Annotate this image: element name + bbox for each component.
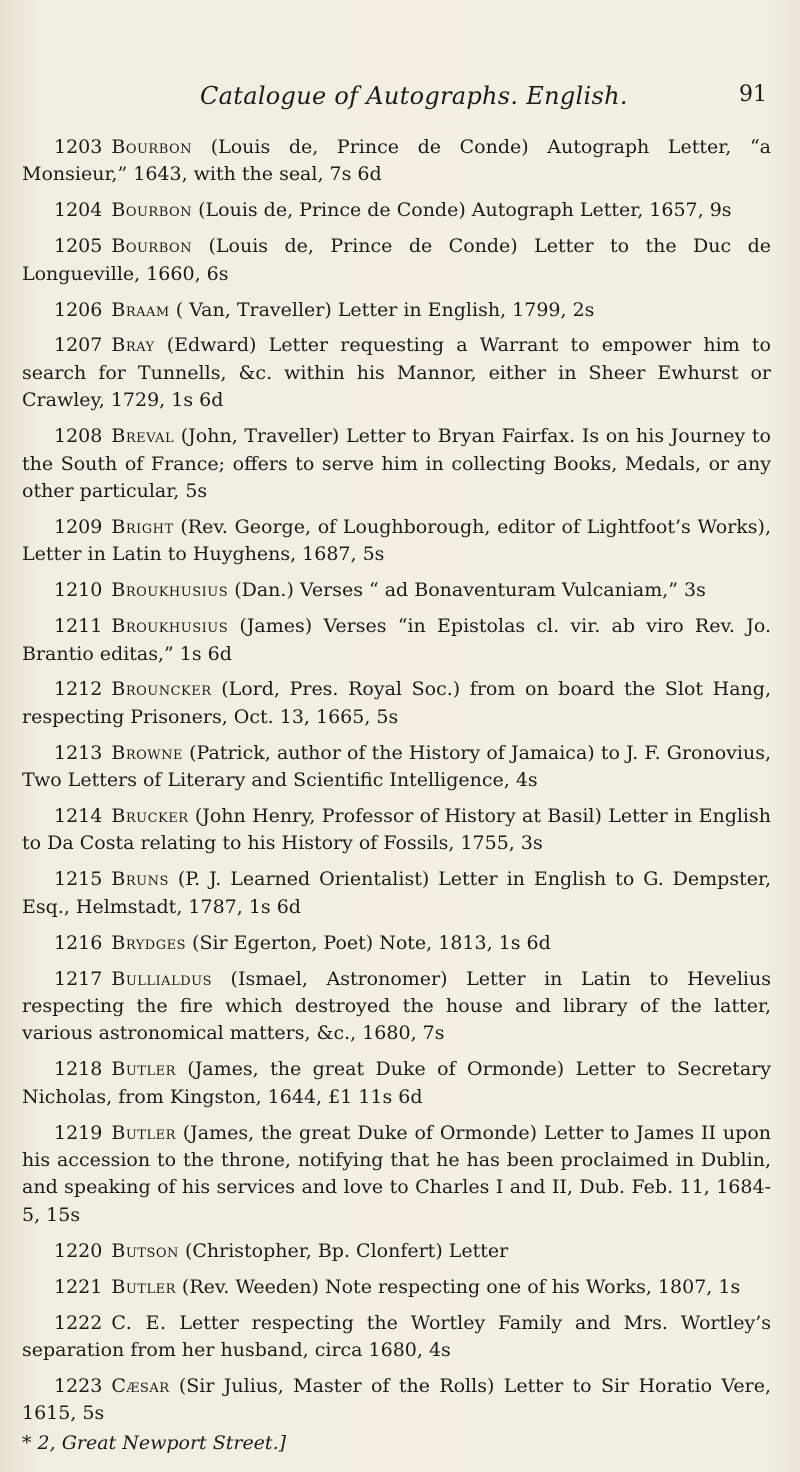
catalogue-entry — [22, 1310, 771, 1365]
author-name: Bruns — [111, 868, 169, 891]
entry-description: Letter respecting the Wortley Family and Mrs. Wortley’s separation from her husband, circa 1680, 4s — [22, 1311, 771, 1361]
lot-number: 1217 — [54, 967, 103, 990]
author-name: Bourbon — [111, 235, 193, 258]
author-name: Bourbon — [111, 199, 193, 222]
lot-number: 1212 — [54, 678, 103, 701]
lot-number: 1205 — [54, 235, 103, 258]
running-title: Catalogue of Autographs. English. — [200, 82, 628, 110]
lot-number: 1204 — [54, 199, 103, 222]
publisher-address: * 2, Great Newport Street.] — [22, 1432, 287, 1455]
catalogue-entry — [22, 1120, 771, 1230]
entry-description: (Sir Egerton, Poet) Note, 1813, 1s 6d — [192, 931, 551, 954]
lot-number: 1203 — [54, 136, 103, 158]
entry-description: (John Henry, Professor of History at Basil) Letter in English to Da Costa relating to his History of Fossils, 1755, 3s — [22, 805, 771, 855]
entry-description: (P. J. Learned Orientalist) Letter in English to G. Dempster, Esq., Helmstadt, 1787, 1s 6d — [22, 868, 771, 918]
catalogue-entry — [22, 297, 771, 324]
entry-description: (James, the great Duke of Ormonde) Letter to Secretary Nicholas, from Kingston, 1644, £1 11s 6d — [22, 1058, 771, 1108]
author-name: Butler — [111, 1058, 176, 1081]
author-name: Bright — [111, 515, 174, 538]
entry-description: (James, the great Duke of Ormonde) Letter to James II upon his accession to the throne, notifying that he has been proclaimed in Dublin, and speaking of his services and love to Charles I and II, Dub. Feb. 11, 1684-5, 15s — [22, 1121, 771, 1226]
catalogue-entry — [22, 134, 771, 189]
lot-number: 1211 — [54, 615, 103, 638]
catalogue-entry — [22, 1238, 771, 1265]
entry-description: (Rev. Weeden) Note respecting one of his Works, 1807, 1s — [181, 1275, 741, 1298]
lot-number: 1219 — [54, 1121, 103, 1144]
entry-description: (John, Traveller) Letter to Bryan Fairfax. Is on his Journey to the South of France; offers to serve him in collecting Books, Medals, or any other particular, 5s — [22, 425, 771, 502]
author-name: Bullialdus — [111, 967, 212, 990]
author-name: Brucker — [111, 805, 189, 828]
lot-number: 1223 — [54, 1374, 103, 1397]
author-name: Butler — [111, 1121, 176, 1144]
lot-number: 1222 — [54, 1311, 103, 1334]
catalogue-entry — [22, 1056, 771, 1111]
entry-description: (Louis de, Prince de Conde) Autograph Letter, “a Monsieur,” 1643, with the seal, 7s 6d — [22, 136, 771, 186]
catalogue-entry — [22, 1274, 771, 1301]
entry-description: ( Van, Traveller) Letter in English, 1799, 2s — [175, 298, 595, 321]
author-name: Butson — [111, 1239, 179, 1262]
lot-number: 1218 — [54, 1058, 103, 1081]
catalogue-entry — [22, 866, 771, 921]
author-name: Bray — [111, 334, 155, 357]
lot-number: 1214 — [54, 805, 103, 828]
catalogue-entry — [22, 514, 771, 569]
author-name: Browne — [111, 741, 183, 764]
catalogue-entries — [22, 134, 771, 1457]
page-number: 91 — [739, 82, 767, 107]
catalogue-entry — [22, 966, 771, 1048]
catalogue-entry — [22, 613, 771, 668]
author-name: Butler — [111, 1275, 176, 1298]
lot-number: 1210 — [54, 579, 103, 602]
author-name: Breval — [111, 425, 175, 448]
catalogue-entry — [22, 740, 771, 795]
author-name: Broukhusius — [111, 615, 229, 638]
author-name: Cæsar — [111, 1374, 170, 1397]
catalogue-entry — [22, 676, 771, 731]
author-name: C. E. — [111, 1311, 167, 1334]
catalogue-entry — [22, 197, 771, 224]
catalogue-entry — [22, 930, 771, 957]
entry-description: (Edward) Letter requesting a Warrant to empower him to search for Tunnells, &c. within his Mannor, either in Sheer Ewhurst or Crawley, 1729, 1s 6d — [22, 334, 771, 412]
entry-description: (Ismael, Astronomer) Letter in Latin to Hevelius respecting the fire which destroyed the house and library of the latter, various astronomical matters, &c., 1680, 7s — [22, 967, 771, 1045]
lot-number: 1221 — [54, 1275, 103, 1298]
entry-description: (Louis de, Prince de Conde) Letter to the Duc de Longueville, 1660, 6s — [22, 235, 771, 285]
catalogue-entry — [22, 1373, 771, 1428]
author-name: Brouncker — [111, 678, 212, 701]
author-name: Bourbon — [111, 136, 193, 158]
lot-number: 1215 — [54, 868, 103, 891]
entry-description: (Christopher, Bp. Clonfert) Letter — [184, 1239, 509, 1262]
lot-number: 1207 — [54, 334, 103, 357]
author-name: Broukhusius — [111, 579, 229, 602]
entry-description: (Rev. George, of Loughborough, editor of Lightfoot’s Works), Letter in Latin to Huyghens, 1687, 5s — [22, 515, 771, 566]
catalogue-entry — [22, 332, 771, 414]
entry-description: (James) Verses “in Epistolas cl. vir. ab viro Rev. Jo. Brantio editas,” 1s 6d — [22, 615, 771, 665]
entry-description: (Sir Julius, Master of the Rolls) Letter to Sir Horatio Vere, 1615, 5s — [22, 1374, 771, 1425]
catalogue-entry — [22, 233, 771, 288]
entry-description: (Patrick, author of the History of Jamaica) to J. F. Gronovius, Two Letters of Literary and Scientific Intelligence, 4s — [22, 741, 771, 792]
lot-number: 1216 — [54, 931, 103, 954]
catalogue-entry — [22, 577, 771, 604]
author-name: Braam — [111, 298, 170, 321]
lot-number: 1209 — [54, 515, 103, 538]
author-name: Brydges — [111, 931, 186, 954]
catalogue-entry — [22, 423, 771, 505]
lot-number: 1208 — [54, 425, 103, 448]
catalogue-entry — [22, 803, 771, 858]
entry-description: (Louis de, Prince de Conde) Autograph Letter, 1657, 9s — [198, 199, 732, 222]
lot-number: 1220 — [54, 1239, 103, 1262]
entry-description: (Lord, Pres. Royal Soc.) from on board the Slot Hang, respecting Prisoners, Oct. 13, 1665, 5s — [22, 678, 771, 728]
entry-description: (Dan.) Verses “ ad Bonaventuram Vulcaniam,” 3s — [234, 579, 706, 602]
page-header — [0, 82, 800, 112]
lot-number: 1213 — [54, 741, 103, 764]
lot-number: 1206 — [54, 298, 103, 321]
